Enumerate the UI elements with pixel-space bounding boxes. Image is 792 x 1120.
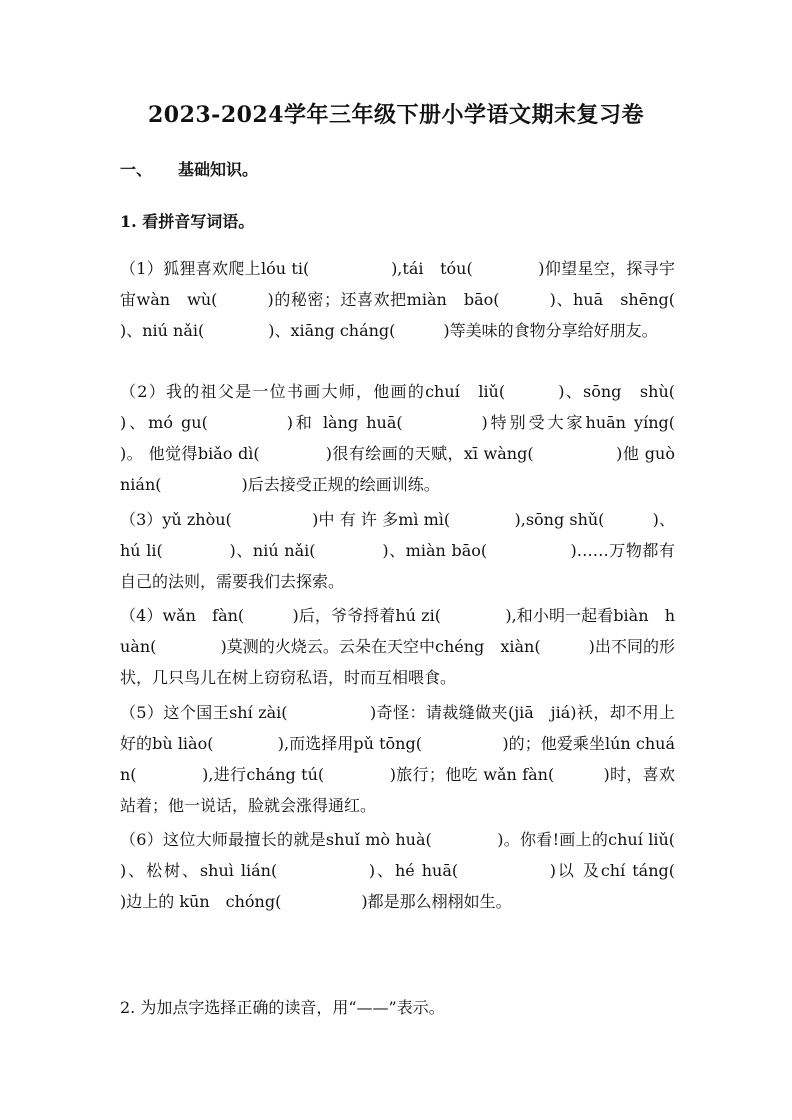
question-1-item-6: （6）这位大师最擅长的就是shuǐ mò huà( )。你看!画上的chuí liǔ( )、松树、shuì lián( )、hé huā( )以 及chí táng( )边上的 kūn chóng( )都是那么栩栩如生。 (120, 830, 756, 911)
question-1-item-2: （2）我的祖父是一位书画大师，他画的chuí liǔ( )、sōng shù( )、mó gu( )和 làng huā( )特别受大家huān yíng( )。 他觉得biǎo dì( )很有绘画的天赋，xī wàng( )他 guò nián( )后去接受正规的绘画训练。 (120, 382, 740, 494)
section-number: 一、 (120, 160, 153, 179)
question-2-heading: 2. 为加点字选择正确的读音，用“——”表示。 (120, 998, 445, 1017)
section-label: 基础知识。 (178, 160, 259, 179)
section-heading (120, 157, 258, 180)
question-1-heading: 1. 看拼音写词语。 (120, 212, 255, 231)
question-1-item-5: （5）这个国王shí zài( )奇怪：请裁缝做夹(jiā jiá)袄，却不用上好的bù liào( ),而选择用pǔ tōng( )的；他爱乘坐lún chuán( ),进行cháng tú( )旅行；他吃 wǎn fàn( )时，喜欢站着；他一说话，脸就会涨得通红。 (120, 703, 675, 815)
question-1-item-1: （1）狐狸喜欢爬上lóu ti( ),tái tóu( )仰望星空，探寻宇宙wàn wù( )的秘密；还喜欢把miàn bāo( )、huā shēng( )、niú nǎi( )、xiāng cháng( )等美味的食物分享给好朋友。 (120, 259, 740, 340)
question-1-item-3: （3）yǔ zhòu( )中 有 许 多mì mì( ),sōng shǔ( )、hú li( )、niú nǎi( )、miàn bāo( )……万物都有自己的法则，需要我们去探索。 (120, 510, 675, 591)
question-1-item-4: （4）wǎn fàn( )后，爷爷捋着hú zi( ),和小明一起看biàn huàn( )莫测的火烧云。云朵在天空中chéng xiàn( )出不同的形状，几只鸟儿在树上窃窃私语，时而互相喂食。 (120, 606, 675, 687)
page-title: 2023-2024学年三年级下册小学语文期末复习卷 (147, 102, 645, 128)
